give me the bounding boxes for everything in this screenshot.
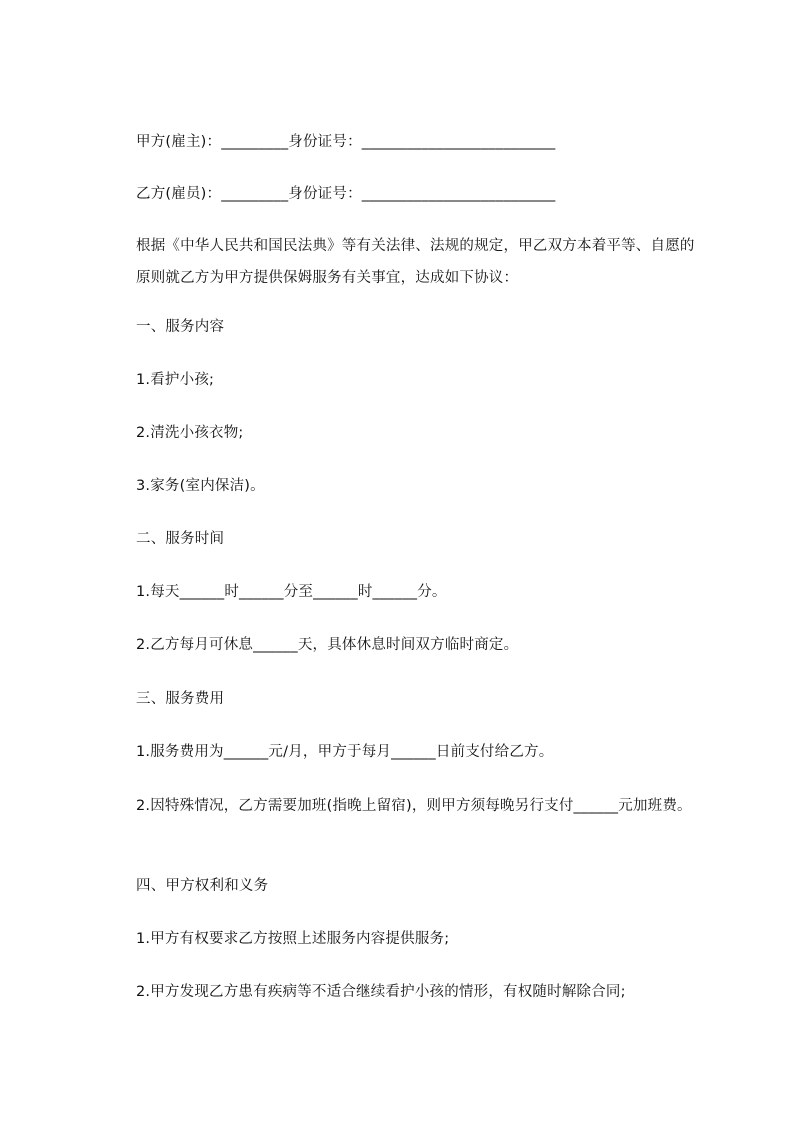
list-item: 2.清洗小孩衣物; [136, 425, 244, 441]
list-item: 2.因特殊情况，乙方需要加班(指晚上留宿)，则甲方须每晚另行支付______元加班费。 [136, 798, 692, 814]
party-a-line: 甲方(雇主)：_________身份证号：__________________________ [136, 134, 556, 150]
list-item: 3.家务(室内保洁)。 [136, 478, 265, 494]
list-item: 1.服务费用为______元/月，甲方于每月______日前支付给乙方。 [136, 744, 554, 760]
preamble-paragraph: 根据《中华人民共和国民法典》等有关法律、法规的规定，甲乙双方本着平等、自愿的原则就乙方为甲方提供保姆服务有关事宜，达成如下协议： [136, 238, 695, 286]
list-item: 1.甲方有权要求乙方按照上述服务内容提供服务; [136, 931, 450, 947]
list-item: 1.看护小孩; [136, 372, 215, 388]
list-item: 2.乙方每月可休息______天，具体休息时间双方临时商定。 [136, 637, 519, 653]
section-heading-service-time: 二、服务时间 [136, 531, 225, 547]
section-heading-party-a-rights: 四、甲方权利和义务 [136, 878, 269, 894]
party-b-line: 乙方(雇员)：_________身份证号：__________________________ [136, 186, 556, 202]
list-item: 1.每天______时______分至______时______分。 [136, 584, 447, 600]
section-heading-service-content: 一、服务内容 [136, 319, 225, 335]
list-item: 2.甲方发现乙方患有疾病等不适合继续看护小孩的情形，有权随时解除合同; [136, 984, 626, 1000]
section-heading-service-fee: 三、服务费用 [136, 691, 225, 707]
